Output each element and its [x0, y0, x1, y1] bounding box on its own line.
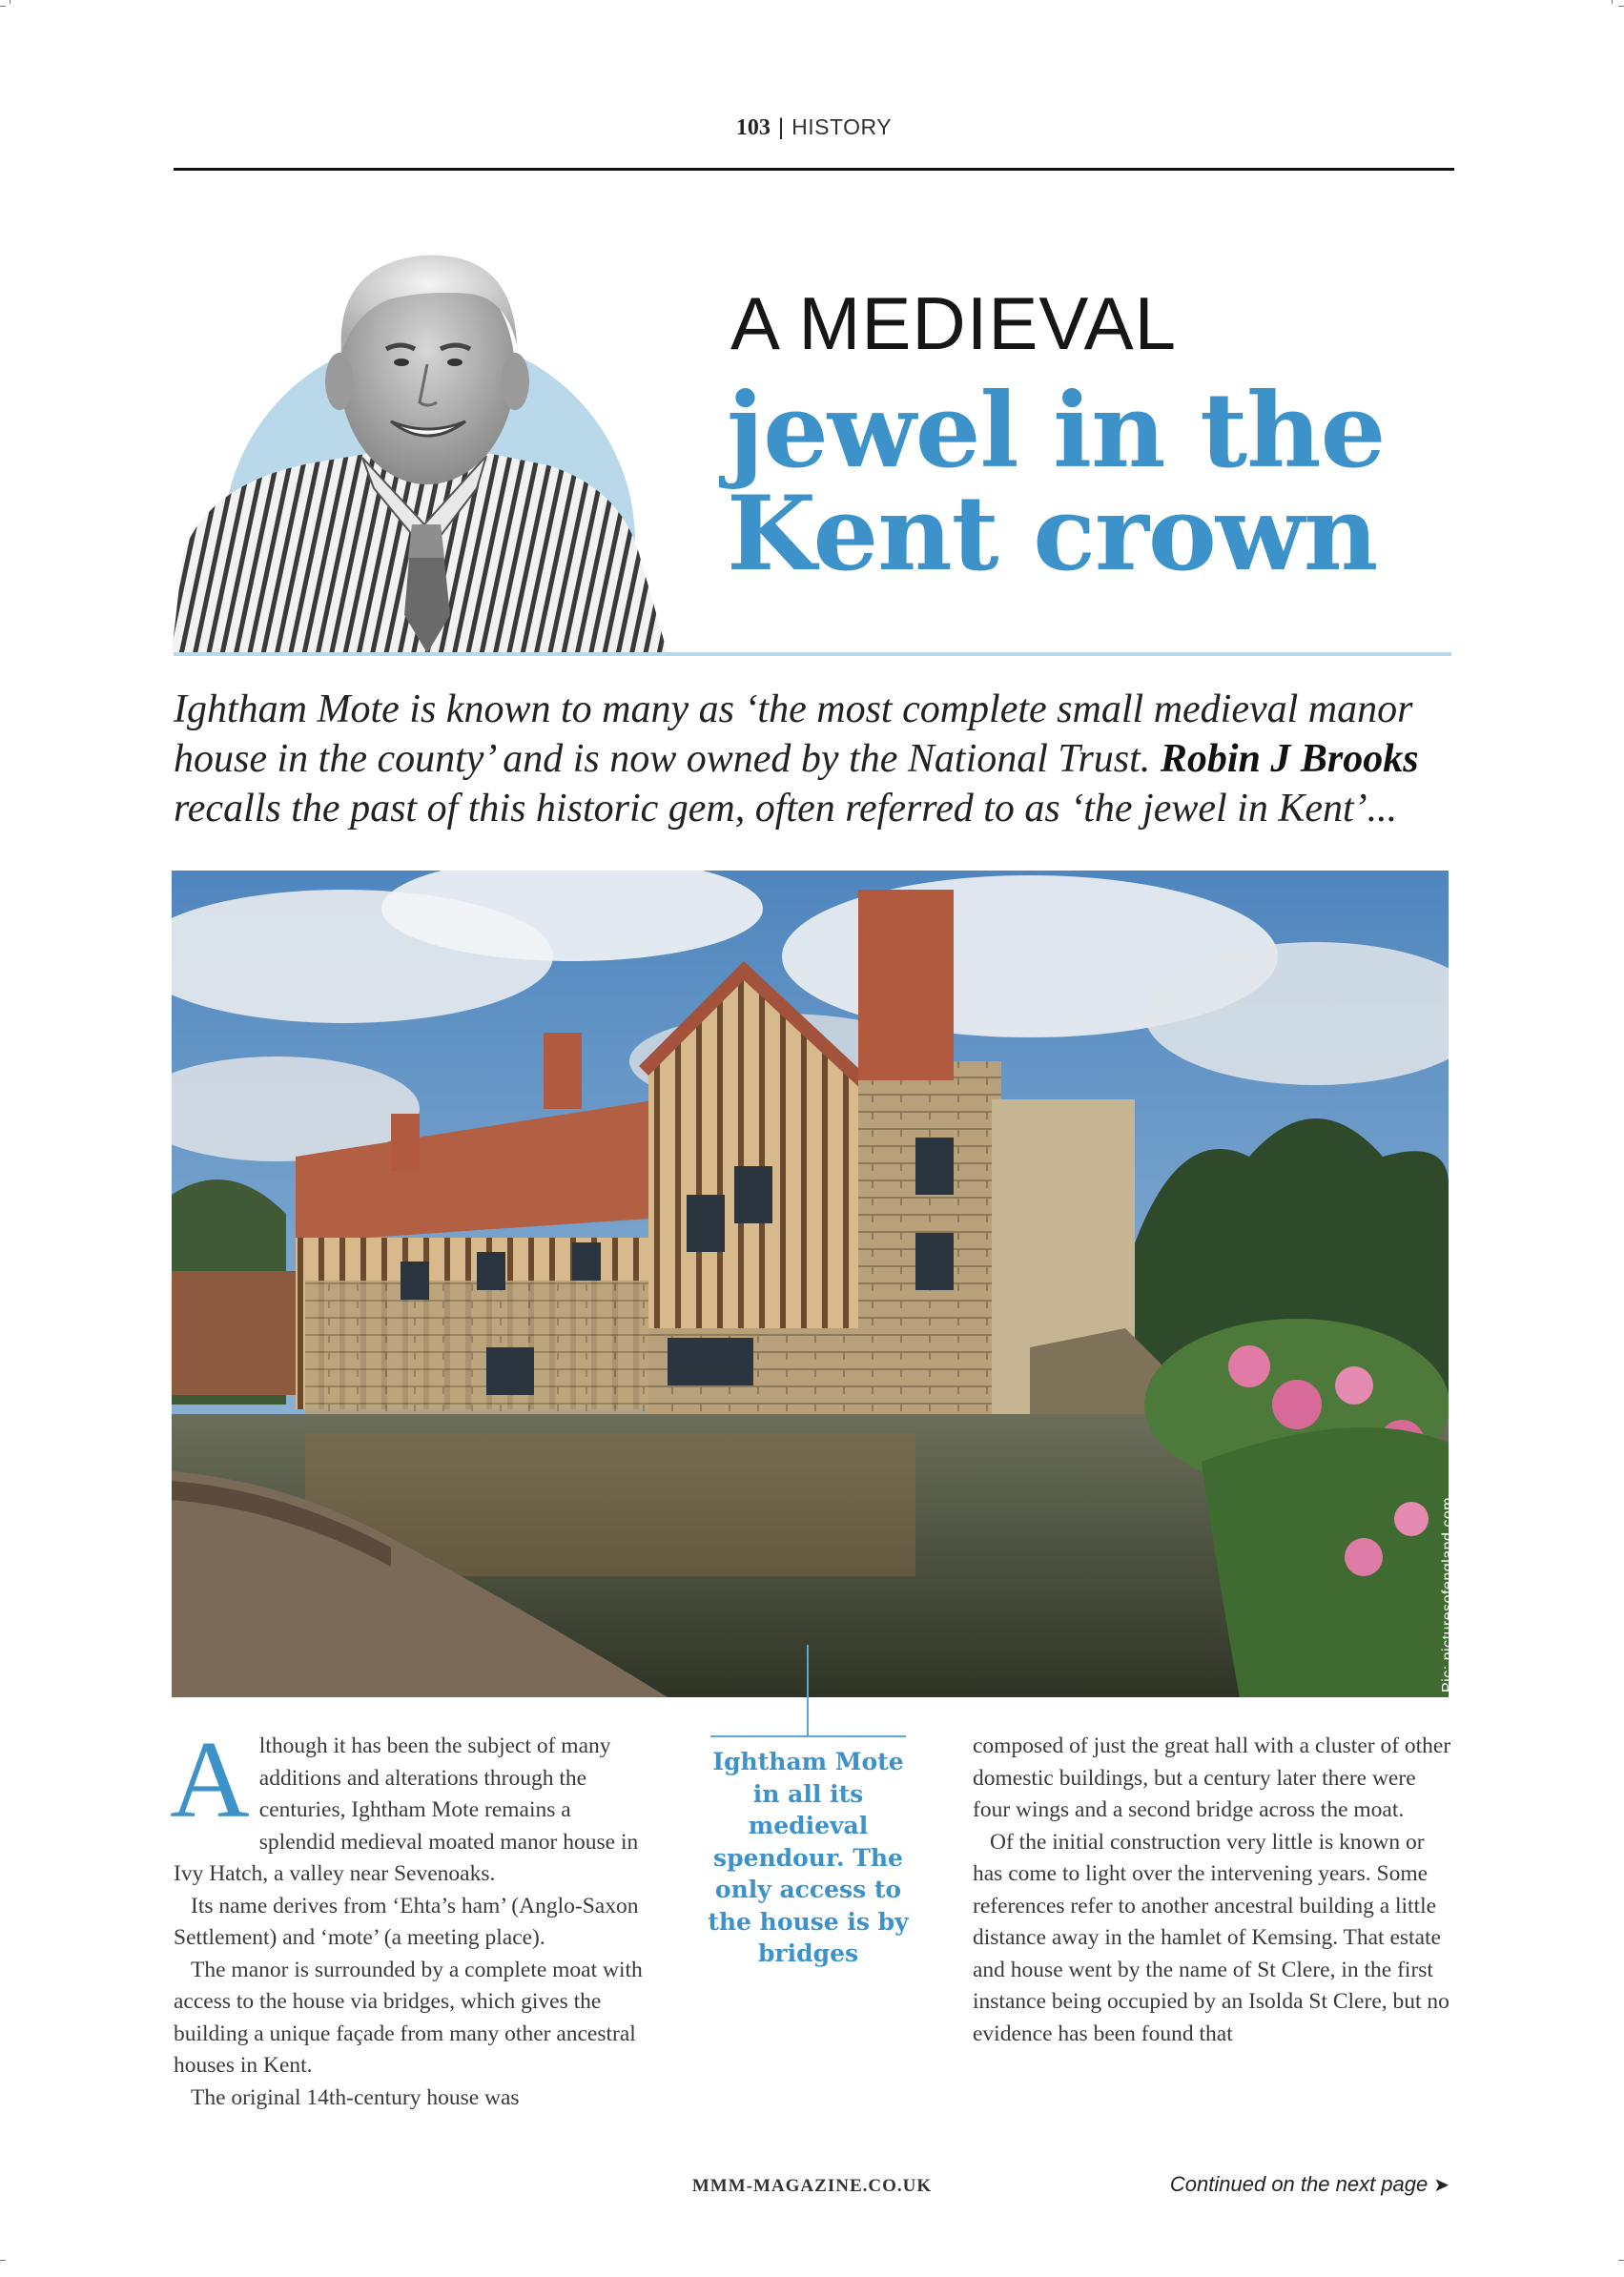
body-paragraph: Its name derives from ‘Ehta’s ham’ (Anglo-Saxon Settlement) and ‘mote’ (a meeting place). — [174, 1893, 639, 1950]
continued-text: Continued on the next page — [1169, 2172, 1429, 2196]
standfirst-text: Ightham Mote is known to many as ‘the most complete small medieval manor house in the county’ and is now owned by the National Trust. — [174, 687, 1413, 781]
body-paragraph: composed of just the great hall with a cluster of other domestic buildings, but a century later there were four wings and a second bridge across the moat. — [973, 1733, 1451, 1822]
continued-link[interactable] — [1106, 2172, 1449, 2197]
page-header — [174, 114, 1454, 171]
page-number: 103 — [735, 115, 771, 140]
body-paragraph: lthough it has been the subject of many additions and alterations through the centuries, Ightham Mote remains a splendid medieval moated manor house in Ivy Hatch, a valley near Sevenoaks. — [174, 1733, 639, 1886]
crop-mark — [0, 2260, 6, 2261]
title-rule — [174, 652, 1451, 656]
article-column-1 — [170, 1719, 650, 2114]
page-title — [727, 371, 1470, 594]
caption-rule — [710, 1735, 906, 1737]
crop-mark — [1612, 0, 1613, 4]
section-label: HISTORY — [791, 114, 893, 139]
standfirst-text-end: recalls the past of this historic gem, often referred to as ‘the jewel in Kent’... — [174, 787, 1398, 831]
photo-credit: Pic: picturesofengland.com — [1440, 1496, 1456, 1692]
body-paragraph: The original 14th-century house was — [191, 2084, 520, 2110]
title-line-2: Kent crown — [727, 474, 1378, 594]
arrow-right-icon: ➤ — [1433, 2175, 1449, 2196]
manor-house-photo — [172, 871, 1449, 1697]
article-column-2 — [973, 1731, 1454, 2050]
title-kicker: A MEDIEVAL — [730, 281, 1178, 365]
title-line-1: jewel in the — [727, 371, 1386, 491]
caption-pointer-line — [807, 1645, 809, 1735]
author-portrait-illustration — [172, 238, 668, 653]
body-paragraph: The manor is surrounded by a complete moat with access to the house via bridges, which gives the building a unique façade from many other ancestral houses in Kent. — [174, 1957, 643, 2078]
crop-mark — [0, 6, 6, 7]
feature-photo — [172, 871, 1449, 1697]
header-separator: | — [777, 114, 785, 140]
author-name: Robin J Brooks — [1160, 737, 1419, 781]
drop-cap: A — [170, 1719, 250, 1841]
crop-mark — [1618, 6, 1624, 7]
photo-caption: Ightham Mote in all its medieval spendour. The only access to the house is by bridges — [708, 1748, 909, 1967]
body-paragraph: Of the initial construction very little is known or has come to light over the intervening years. Some references refer to another ancestral building a little distance away in the hamlet of Kemsing. That estate and house went by the name of St Clere, in the first instance being occupied by an Isolda St Clere, but no evidence has been found that — [973, 1829, 1449, 2046]
author-portrait — [172, 238, 668, 653]
footer-website: MMM-MAGAZINE.CO.UK — [691, 2176, 933, 2196]
standfirst — [174, 685, 1456, 833]
crop-mark — [1618, 2260, 1624, 2261]
